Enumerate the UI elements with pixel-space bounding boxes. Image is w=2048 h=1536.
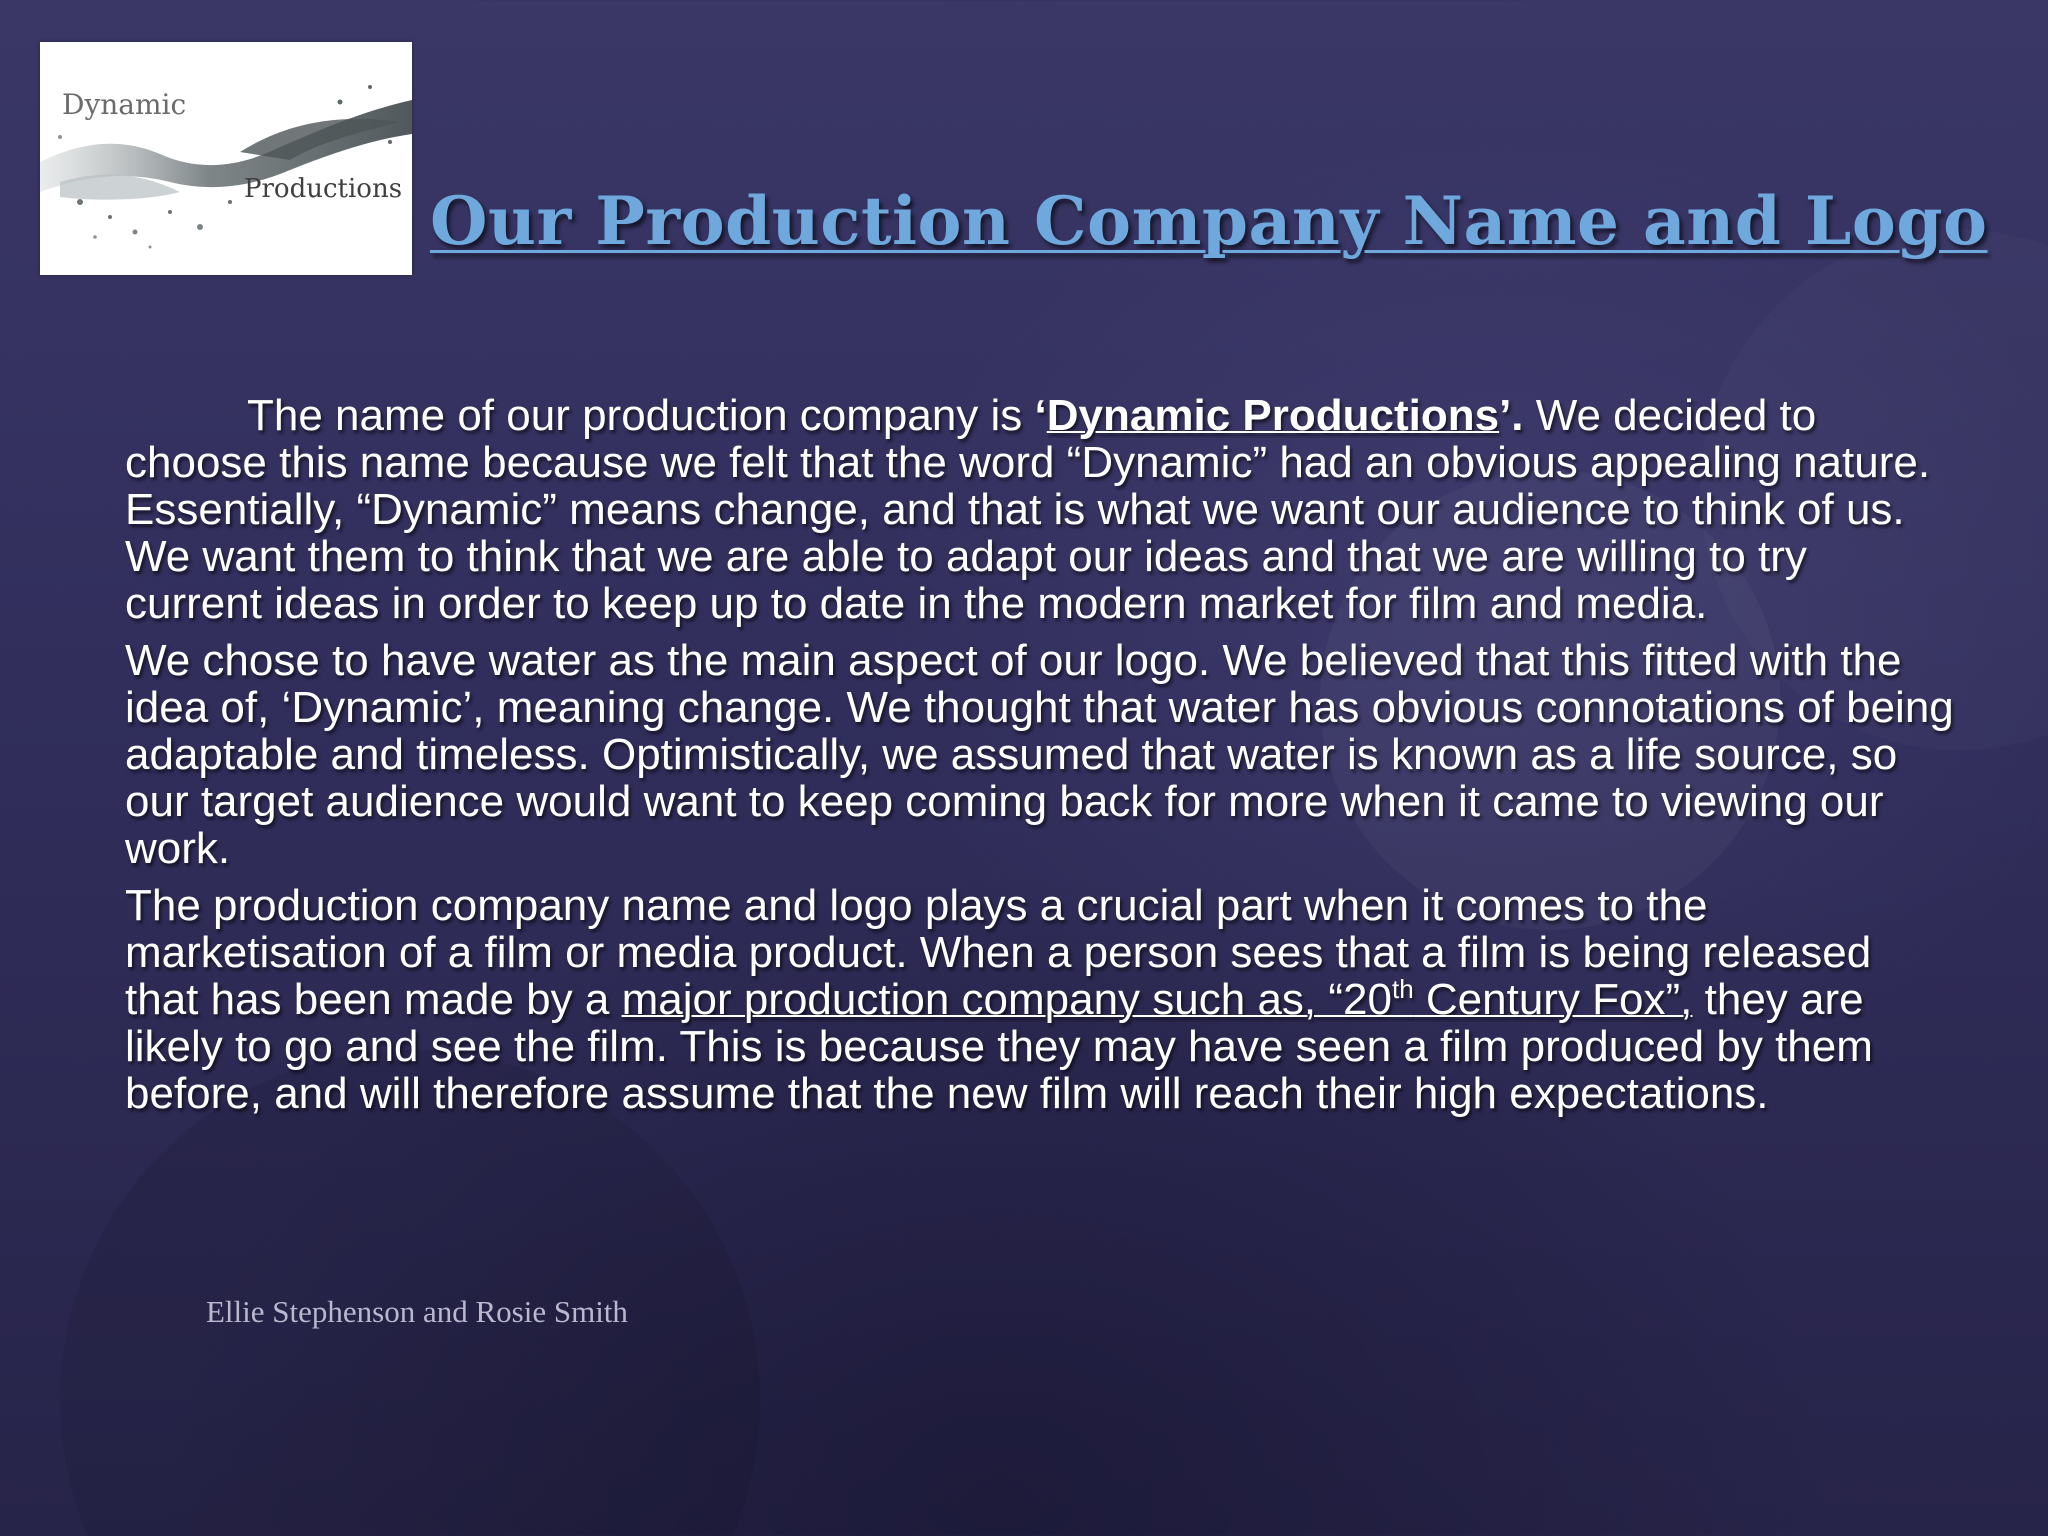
paragraph3-rest: they are likely to go and see the film. This is because they may have seen a film produced by them before, and will therefore assume that the new film will reach their high expectations. <box>125 975 1873 1118</box>
paragraph3-link-part1: major production company such as, “20 <box>621 975 1392 1024</box>
paragraph3-link-part2: Century Fox”, <box>1413 975 1693 1024</box>
paragraph3-lead: The production company name and logo plays a crucial part when it comes to the marketisation of a film or media product. When a person sees that a film is being released that has been made by a <box>125 881 1872 1024</box>
logo-text-dynamic: Dynamic <box>62 88 187 121</box>
paragraph1-lead: The name of our production company is <box>247 391 1035 440</box>
paragraph3-link-sup: th <box>1391 974 1414 1004</box>
author-credit: Ellie Stephenson and Rosie Smith <box>206 1294 628 1329</box>
body-text <box>125 392 1955 1127</box>
slide-title: Our Production Company Name and Logo <box>430 182 1988 260</box>
water-splash-graphic <box>40 42 412 275</box>
company-name: Dynamic Productions <box>1046 391 1500 440</box>
paragraph-logo: We chose to have water as the main aspect of our logo. We believed that this fitted with the idea of, ‘Dynamic’, meaning change. We thought that water has obvious connotations of being adaptable and timeless. Optimistically, we assumed that water is known as a life source, so our target audience would want to keep coming back for more when it came to viewing our work. <box>125 636 1954 873</box>
paragraph-company-name <box>125 392 1955 627</box>
paragraph1-quote-open: ‘ <box>1034 391 1047 440</box>
paragraph3-underlined <box>622 975 1693 1024</box>
paragraph-marketing <box>125 882 1955 1117</box>
paragraph1-rest: We decided to choose this name because we felt that the word “Dynamic” had an obvious appealing nature. Essentially, “Dynamic” means change, and that is what we want our audience to think of us. We want them to think that we are able to adapt our ideas and that we are willing to try current ideas in order to keep up to date in the modern market for film and media. <box>125 391 1931 628</box>
logo-text-productions: Productions <box>244 174 403 204</box>
paragraph1-quote-close: ’. <box>1499 391 1524 440</box>
company-logo <box>40 42 412 275</box>
